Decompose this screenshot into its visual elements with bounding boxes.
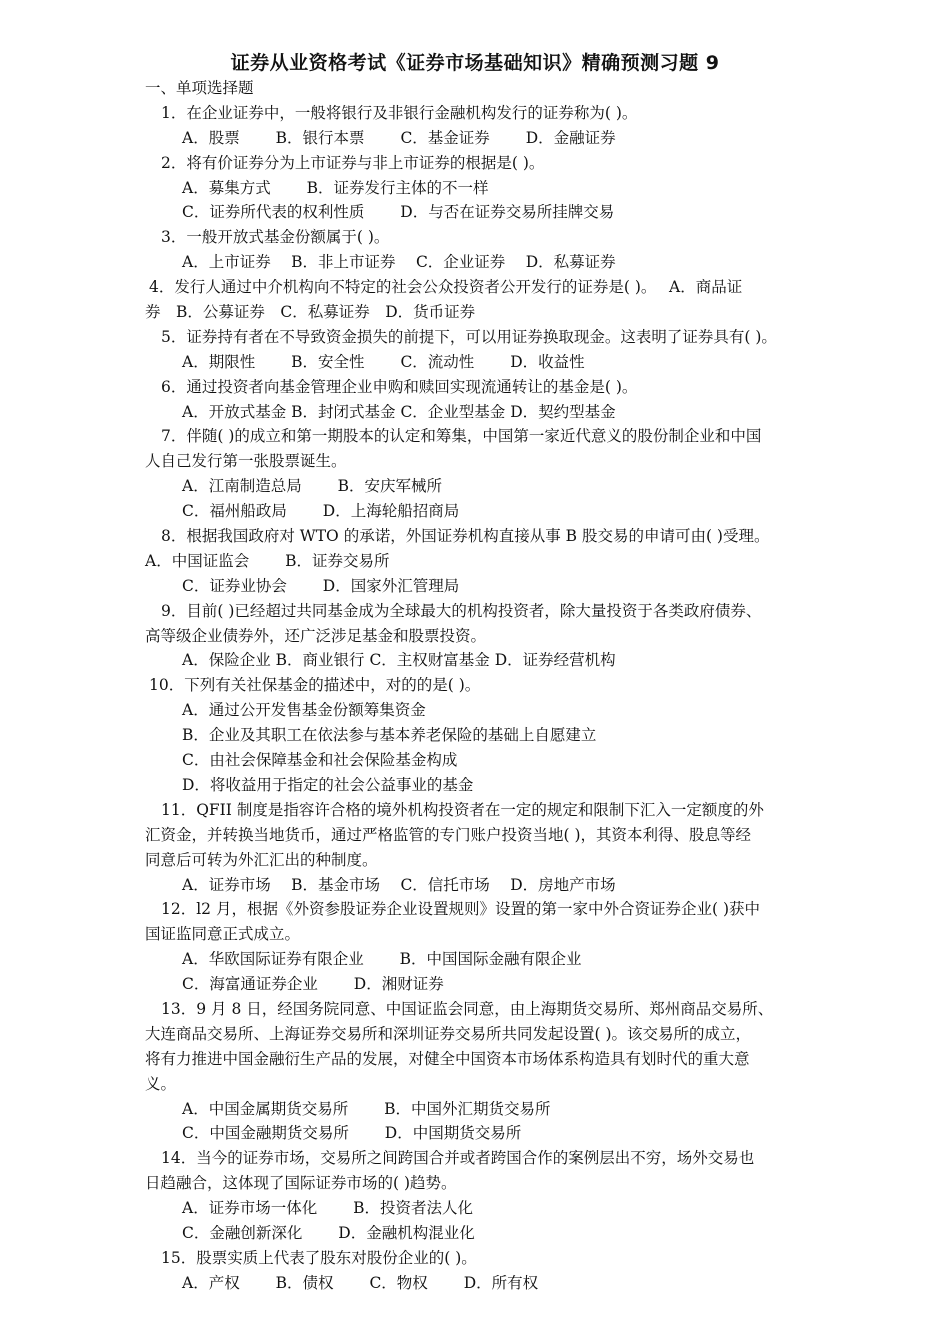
answer-options: A．股票 B．银行本票 C．基金证券 D．金融证券 xyxy=(182,128,616,147)
question-text: 6．通过投资者向基金管理企业申购和赎回实现流通转让的基金是( )。 xyxy=(161,377,638,396)
answer-options: A．华欧国际证券有限企业 B．中国国际金融有限企业 xyxy=(182,950,582,969)
question-text-continued: 人自己发行第一张股票诞生。 xyxy=(145,452,347,471)
answer-options: A．募集方式 B．证券发行主体的不一样 xyxy=(182,178,489,197)
question-text: 1．在企业证券中，一般将银行及非银行金融机构发行的证券称为( )。 xyxy=(161,103,638,122)
answer-options: C．中国金融期货交易所 D．中国期货交易所 xyxy=(182,1124,522,1143)
answer-options: C．海富通证券企业 D．湘财证券 xyxy=(182,975,444,994)
answer-options: A．期限性 B．安全性 C．流动性 D．收益性 xyxy=(182,352,585,371)
document-title: 证券从业资格考试《证券市场基础知识》精确预测习题 9 xyxy=(230,52,720,74)
question-text-continued: 义。 xyxy=(145,1074,177,1093)
question-text: 3．一般开放式基金份额属于( )。 xyxy=(161,228,390,247)
question-text: 4．发行人通过中介机构向不特定的社会公众投资者公开发行的证券是( )。 A．商品证 xyxy=(149,278,743,297)
answer-option: C．由社会保障基金和社会保险基金构成 xyxy=(182,751,458,770)
answer-option: A．通过公开发售基金份额筹集资金 xyxy=(182,701,426,720)
answer-options: A．江南制造总局 B．安庆军械所 xyxy=(182,477,443,496)
answer-options: A．证券市场一体化 B．投资者法人化 xyxy=(182,1199,474,1218)
question-text-continued: 将有力推进中国金融衍生产品的发展，对健全中国资本市场体系构造具有划时代的重大意 xyxy=(145,1049,750,1068)
question-text: 14．当今的证券市场，交易所之间跨国合并或者跨国合作的案例层出不穷，场外交易也 xyxy=(161,1149,755,1168)
question-text: 9．目前( )已经超过共同基金成为全球最大的机构投资者，除大量投资于各类政府债券、 xyxy=(161,601,762,620)
document-body xyxy=(145,76,815,1296)
answer-options: A．保险企业 B．商业银行 C．主权财富基金 D．证券经营机构 xyxy=(182,651,616,670)
answer-options: C．金融创新深化 D．金融机构混业化 xyxy=(182,1223,475,1242)
answer-options: C．福州船政局 D．上海轮船招商局 xyxy=(182,502,460,521)
answer-options: A．开放式基金 B．封闭式基金 C．企业型基金 D．契约型基金 xyxy=(182,402,616,421)
answer-options: C．证券所代表的权利性质 D．与否在证券交易所挂牌交易 xyxy=(182,203,615,222)
question-text-continued: 同意后可转为外汇汇出的种制度。 xyxy=(145,850,378,869)
question-text-continued: 日趋融合，这体现了国际证券市场的( )趋势。 xyxy=(145,1174,457,1193)
question-text: 11．QFII 制度是指容许合格的境外机构投资者在一定的规定和限制下汇入一定额度的外 xyxy=(161,800,764,819)
question-text: 15．股票实质上代表了股东对股份企业的( )。 xyxy=(161,1248,477,1267)
question-text-continued: 券 B．公募证券 C．私募证券 D．货币证券 xyxy=(145,303,476,322)
answer-options: A．证券市场 B．基金市场 C．信托市场 D．房地产市场 xyxy=(182,875,616,894)
question-text: 12．l2 月，根据《外资参股证券企业设置规则》设置的第一家中外合资证券企业( )获中 xyxy=(161,900,760,919)
answer-options: A．中国证监会 B．证券交易所 xyxy=(145,551,390,570)
question-text: 13．9 月 8 日，经国务院同意、中国证监会同意，由上海期货交易所、郑州商品交易所、 xyxy=(161,999,774,1018)
section-heading: 一、单项选择题 xyxy=(145,79,254,97)
question-text-continued: 汇资金，并转换当地货币，通过严格监管的专门账户投资当地( )，其资本利得、股息等经 xyxy=(145,825,752,844)
answer-options: A．上市证券 B．非上市证券 C．企业证券 D．私募证券 xyxy=(182,253,616,272)
answer-options: A．中国金属期货交易所 B．中国外汇期货交易所 xyxy=(182,1099,551,1118)
question-text: 7．伴随( )的成立和第一期股本的认定和筹集，中国第一家近代意义的股份制企业和中国 xyxy=(161,427,762,446)
answer-option: B．企业及其职工在依法参与基本养老保险的基础上自愿建立 xyxy=(182,726,597,745)
question-text-continued: 高等级企业债券外，还广泛涉足基金和股票投资。 xyxy=(145,626,487,645)
answer-options: C．证券业协会 D．国家外汇管理局 xyxy=(182,576,460,595)
question-text: 5．证券持有者在不导致资金损失的前提下，可以用证券换取现金。这表明了证券具有( )。 xyxy=(161,327,777,346)
question-text: 2．将有价证券分为上市证券与非上市证券的根据是( )。 xyxy=(161,153,545,172)
answer-option: D．将收益用于指定的社会公益事业的基金 xyxy=(182,775,474,794)
question-text-continued: 国证监同意正式成立。 xyxy=(145,925,301,944)
answer-options: A．产权 B．债权 C．物权 D．所有权 xyxy=(182,1273,539,1292)
question-text: 10．下列有关社保基金的描述中，对的的是( )。 xyxy=(149,676,481,695)
question-text: 8．根据我国政府对 WTO 的承诺，外国证券机构直接从事 B 股交易的申请可由( )受理。 xyxy=(161,527,770,546)
question-text-continued: 大连商品交易所、上海证券交易所和深圳证券交易所共同发起设置( )。该交易所的成立， xyxy=(145,1024,752,1043)
